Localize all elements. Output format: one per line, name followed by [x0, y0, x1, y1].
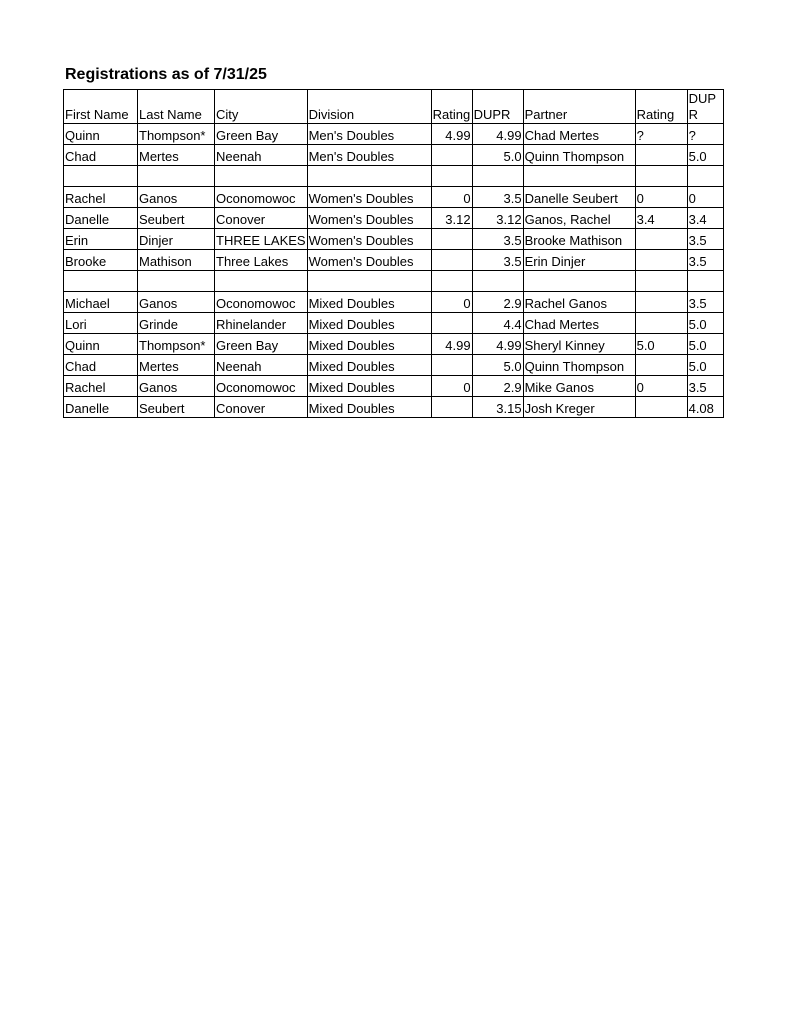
- cell-partner-dupr: [687, 166, 723, 187]
- cell-dupr: [472, 166, 523, 187]
- cell-last-name: Ganos: [138, 187, 215, 208]
- cell-last-name: Ganos: [138, 376, 215, 397]
- cell-first-name: Chad: [64, 355, 138, 376]
- cell-division: Mixed Doubles: [307, 376, 431, 397]
- cell-partner: Danelle Seubert: [523, 187, 635, 208]
- header-partner-rating: Rating: [635, 90, 687, 124]
- cell-partner: Quinn Thompson: [523, 355, 635, 376]
- cell-first-name: Erin: [64, 229, 138, 250]
- cell-last-name: Seubert: [138, 397, 215, 418]
- cell-last-name: Grinde: [138, 313, 215, 334]
- cell-partner-rating: [635, 292, 687, 313]
- cell-first-name: Quinn: [64, 124, 138, 145]
- cell-rating: 0: [431, 376, 472, 397]
- cell-partner-dupr: 3.5: [687, 376, 723, 397]
- cell-partner: Quinn Thompson: [523, 145, 635, 166]
- cell-division: Mixed Doubles: [307, 355, 431, 376]
- header-city: City: [215, 90, 308, 124]
- cell-first-name: Rachel: [64, 187, 138, 208]
- cell-rating: 4.99: [431, 124, 472, 145]
- table-row: [64, 166, 724, 187]
- cell-last-name: Thompson*: [138, 124, 215, 145]
- header-partner: Partner: [523, 90, 635, 124]
- cell-city: Oconomowoc: [215, 376, 308, 397]
- cell-partner: Josh Kreger: [523, 397, 635, 418]
- cell-partner-rating: [635, 313, 687, 334]
- cell-partner-dupr: 5.0: [687, 313, 723, 334]
- cell-dupr: 4.99: [472, 124, 523, 145]
- cell-partner-dupr: 5.0: [687, 334, 723, 355]
- cell-first-name: Rachel: [64, 376, 138, 397]
- cell-city: Oconomowoc: [215, 187, 308, 208]
- cell-partner-rating: ?: [635, 124, 687, 145]
- cell-partner: [523, 166, 635, 187]
- cell-dupr: 3.15: [472, 397, 523, 418]
- cell-partner-dupr: ?: [687, 124, 723, 145]
- header-partner-dupr-line1: DUP: [688, 91, 717, 106]
- cell-dupr: 3.5: [472, 187, 523, 208]
- cell-last-name: Seubert: [138, 208, 215, 229]
- cell-city: Neenah: [215, 355, 308, 376]
- cell-dupr: 3.5: [472, 229, 523, 250]
- cell-dupr: 5.0: [472, 145, 523, 166]
- cell-partner-dupr: 3.5: [687, 250, 723, 271]
- cell-dupr: [472, 271, 523, 292]
- cell-first-name: [64, 166, 138, 187]
- cell-partner-dupr: 0: [687, 187, 723, 208]
- cell-dupr: 4.99: [472, 334, 523, 355]
- cell-division: Mixed Doubles: [307, 397, 431, 418]
- cell-division: Women's Doubles: [307, 229, 431, 250]
- cell-rating: 0: [431, 292, 472, 313]
- header-rating: Rating: [431, 90, 472, 124]
- table-row: [64, 313, 724, 334]
- cell-partner-rating: [635, 250, 687, 271]
- cell-partner-rating: 5.0: [635, 334, 687, 355]
- registrations-table: [63, 89, 724, 418]
- cell-city: Oconomowoc: [215, 292, 308, 313]
- table-row: [64, 229, 724, 250]
- cell-division: Mixed Doubles: [307, 292, 431, 313]
- cell-division: Mixed Doubles: [307, 334, 431, 355]
- cell-division: Men's Doubles: [307, 145, 431, 166]
- cell-partner-rating: 0: [635, 187, 687, 208]
- header-last-name: Last Name: [138, 90, 215, 124]
- table-row: [64, 376, 724, 397]
- cell-dupr: 3.5: [472, 250, 523, 271]
- cell-rating: [431, 166, 472, 187]
- cell-last-name: Dinjer: [138, 229, 215, 250]
- cell-partner-rating: [635, 229, 687, 250]
- cell-city: Three Lakes: [215, 250, 308, 271]
- cell-partner: [523, 271, 635, 292]
- cell-city: [215, 271, 308, 292]
- cell-partner-rating: [635, 271, 687, 292]
- cell-rating: [431, 313, 472, 334]
- table-row: [64, 334, 724, 355]
- table-header-row: [64, 90, 724, 124]
- table-row: [64, 355, 724, 376]
- cell-rating: [431, 355, 472, 376]
- cell-city: Green Bay: [215, 334, 308, 355]
- cell-rating: [431, 145, 472, 166]
- header-first-name: First Name: [64, 90, 138, 124]
- cell-partner: Sheryl Kinney: [523, 334, 635, 355]
- cell-city: Conover: [215, 208, 308, 229]
- cell-division: Mixed Doubles: [307, 313, 431, 334]
- cell-last-name: Mertes: [138, 145, 215, 166]
- table-row: [64, 145, 724, 166]
- table-row: [64, 187, 724, 208]
- cell-partner: Chad Mertes: [523, 313, 635, 334]
- cell-last-name: Ganos: [138, 292, 215, 313]
- table-row: [64, 250, 724, 271]
- cell-partner-dupr: 3.5: [687, 229, 723, 250]
- header-division: Division: [307, 90, 431, 124]
- table-row: [64, 397, 724, 418]
- table-row: [64, 124, 724, 145]
- cell-rating: 4.99: [431, 334, 472, 355]
- cell-partner-rating: [635, 397, 687, 418]
- cell-city: Green Bay: [215, 124, 308, 145]
- cell-division: Women's Doubles: [307, 187, 431, 208]
- cell-partner: Rachel Ganos: [523, 292, 635, 313]
- table-row: [64, 271, 724, 292]
- cell-division: Men's Doubles: [307, 124, 431, 145]
- cell-partner: Erin Dinjer: [523, 250, 635, 271]
- cell-partner-dupr: 5.0: [687, 145, 723, 166]
- cell-partner-rating: [635, 145, 687, 166]
- cell-partner-dupr: 3.5: [687, 292, 723, 313]
- cell-rating: [431, 271, 472, 292]
- header-partner-dupr: [687, 90, 723, 124]
- cell-first-name: Brooke: [64, 250, 138, 271]
- cell-last-name: [138, 166, 215, 187]
- page-title: Registrations as of 7/31/25: [65, 66, 267, 83]
- cell-partner: Chad Mertes: [523, 124, 635, 145]
- cell-city: [215, 166, 308, 187]
- cell-partner-rating: 0: [635, 376, 687, 397]
- cell-dupr: 3.12: [472, 208, 523, 229]
- cell-dupr: 2.9: [472, 376, 523, 397]
- cell-first-name: Danelle: [64, 397, 138, 418]
- cell-dupr: 5.0: [472, 355, 523, 376]
- cell-partner-rating: 3.4: [635, 208, 687, 229]
- cell-division: [307, 271, 431, 292]
- cell-first-name: Quinn: [64, 334, 138, 355]
- cell-last-name: Mathison: [138, 250, 215, 271]
- cell-partner-rating: [635, 166, 687, 187]
- cell-last-name: Mertes: [138, 355, 215, 376]
- cell-city: Rhinelander: [215, 313, 308, 334]
- cell-first-name: [64, 271, 138, 292]
- cell-rating: [431, 229, 472, 250]
- cell-partner: Brooke Mathison: [523, 229, 635, 250]
- cell-first-name: Chad: [64, 145, 138, 166]
- cell-city: THREE LAKES: [215, 229, 308, 250]
- cell-partner-dupr: 3.4: [687, 208, 723, 229]
- cell-last-name: Thompson*: [138, 334, 215, 355]
- cell-division: Women's Doubles: [307, 208, 431, 229]
- cell-dupr: 4.4: [472, 313, 523, 334]
- cell-division: [307, 166, 431, 187]
- cell-partner: Ganos, Rachel: [523, 208, 635, 229]
- header-dupr: DUPR: [472, 90, 523, 124]
- cell-first-name: Michael: [64, 292, 138, 313]
- header-partner-dupr-line2: R: [688, 107, 698, 122]
- cell-partner-dupr: 5.0: [687, 355, 723, 376]
- cell-partner-rating: [635, 355, 687, 376]
- cell-rating: [431, 397, 472, 418]
- cell-first-name: Danelle: [64, 208, 138, 229]
- cell-first-name: Lori: [64, 313, 138, 334]
- cell-city: Neenah: [215, 145, 308, 166]
- cell-partner-dupr: 4.08: [687, 397, 723, 418]
- cell-division: Women's Doubles: [307, 250, 431, 271]
- table-body: [64, 124, 724, 418]
- cell-partner-dupr: [687, 271, 723, 292]
- cell-rating: [431, 250, 472, 271]
- table-row: [64, 208, 724, 229]
- cell-partner: Mike Ganos: [523, 376, 635, 397]
- cell-last-name: [138, 271, 215, 292]
- cell-rating: 0: [431, 187, 472, 208]
- cell-dupr: 2.9: [472, 292, 523, 313]
- cell-city: Conover: [215, 397, 308, 418]
- cell-rating: 3.12: [431, 208, 472, 229]
- table-row: [64, 292, 724, 313]
